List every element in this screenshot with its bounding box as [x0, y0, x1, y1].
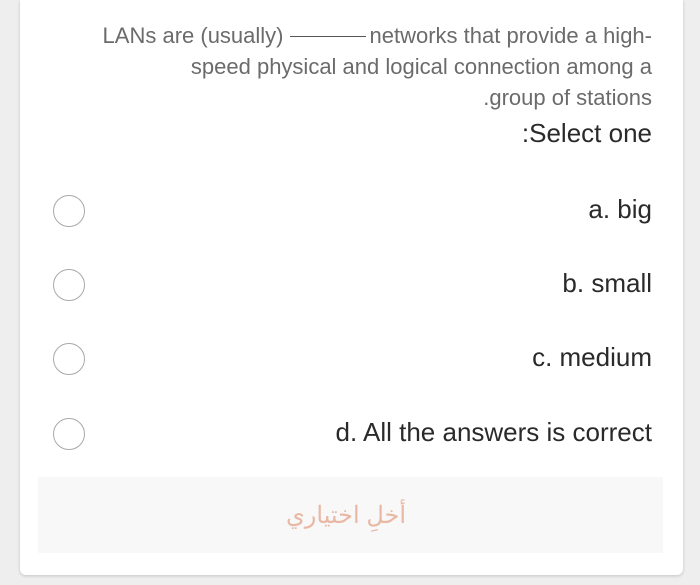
question-part-3: .group of stations [483, 85, 652, 110]
question-part-1: LANs are (usually) [102, 23, 284, 48]
radio-option-b[interactable] [53, 269, 85, 301]
option-b-label[interactable]: b. small [562, 268, 652, 298]
option-c-label[interactable]: c. medium [532, 342, 652, 372]
question-card [20, 0, 683, 575]
radio-option-d[interactable] [53, 418, 85, 450]
clear-choice-label: أخلِ اختياري [286, 502, 407, 529]
question-text [52, 20, 652, 113]
answer-blank [290, 36, 366, 37]
option-d[interactable] [20, 411, 683, 461]
option-d-label[interactable]: d. All the answers is correct [335, 417, 652, 447]
clear-choice-button[interactable] [38, 477, 663, 553]
option-a[interactable] [20, 188, 683, 238]
option-b[interactable] [20, 262, 683, 312]
radio-option-a[interactable] [53, 195, 85, 227]
question-part-2: networks that provide a high-speed physical and logical connection among a [190, 23, 652, 79]
option-c[interactable] [20, 336, 683, 386]
radio-option-c[interactable] [53, 343, 85, 375]
select-one-prompt: :Select one [521, 118, 652, 148]
option-a-label[interactable]: a. big [588, 194, 652, 224]
